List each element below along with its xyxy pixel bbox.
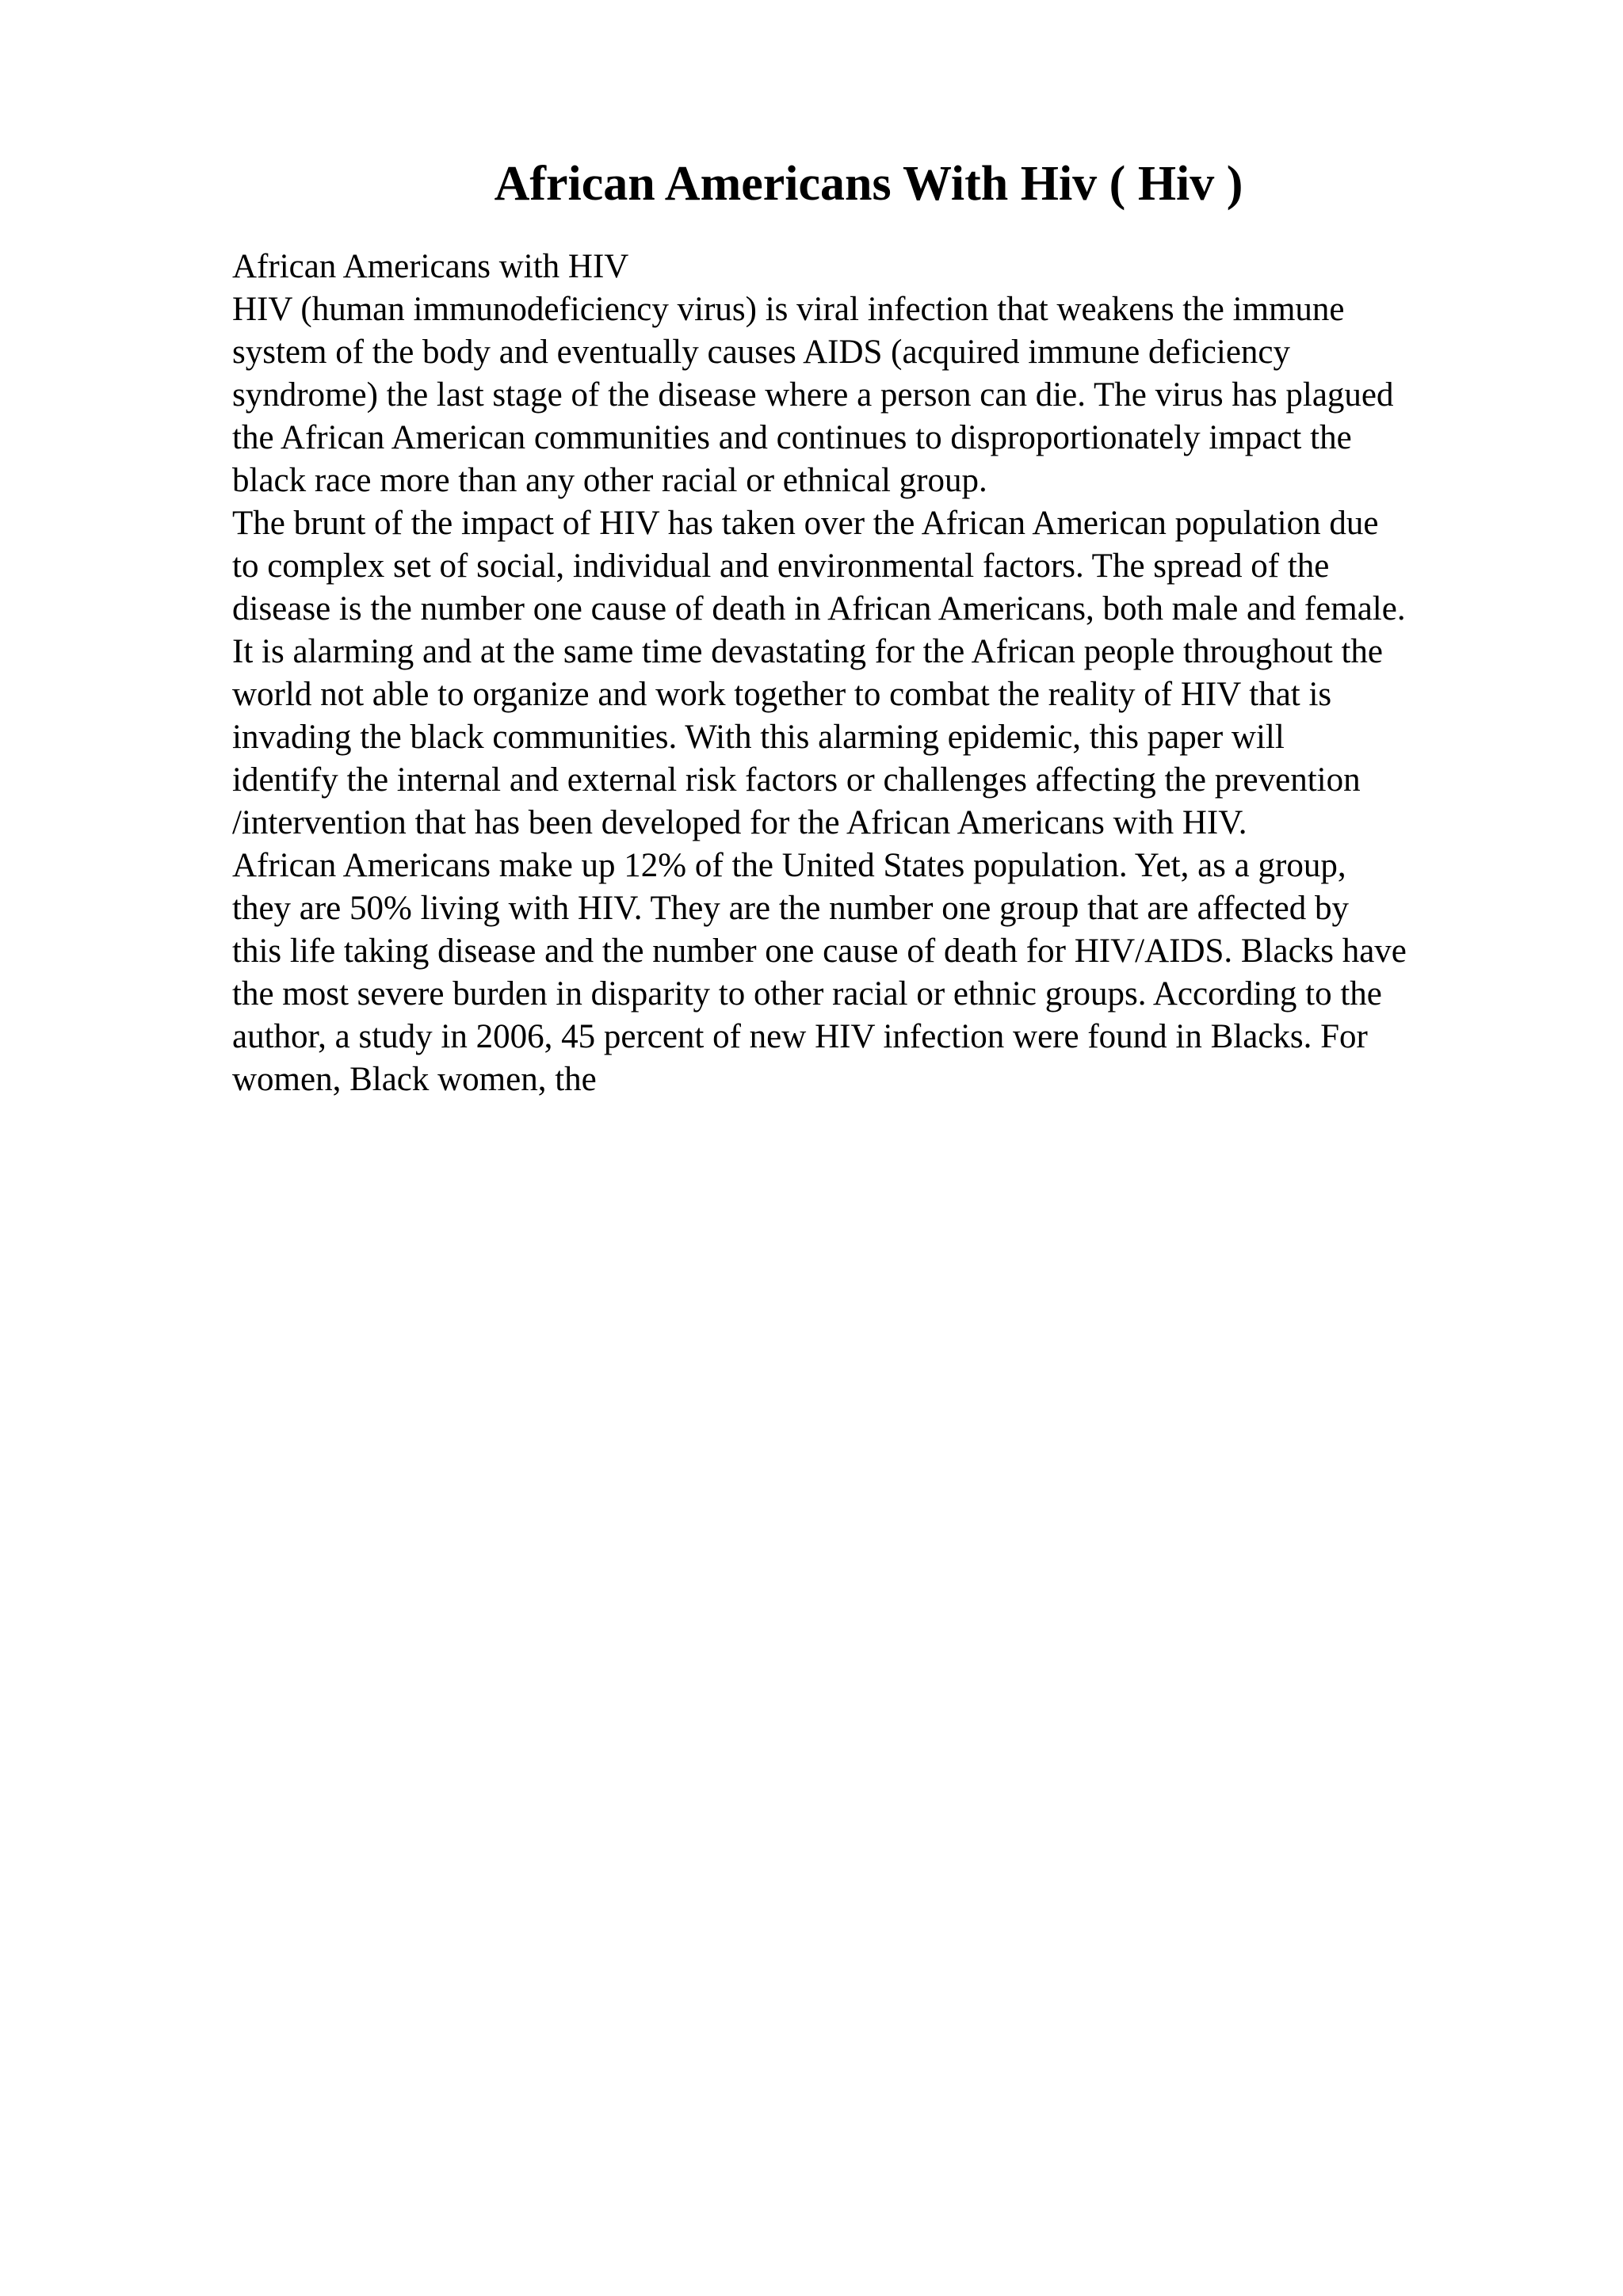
body-line: disease is the number one cause of death in African Americans, both male and female. <box>232 590 1406 627</box>
body-line: African Americans make up 12% of the United States population. Yet, as a group, <box>232 847 1346 884</box>
body-line: black race more than any other racial or ethnical group. <box>232 462 987 499</box>
body-line: the most severe burden in disparity to other racial or ethnic groups. According to the <box>232 975 1382 1013</box>
body-line: African Americans with HIV <box>232 248 629 285</box>
body-line: It is alarming and at the same time devastating for the African people throughout the <box>232 633 1384 670</box>
body-line: the African American communities and continues to disproportionately impact the <box>232 419 1352 456</box>
body-line: /intervention that has been developed for the African Americans with HIV. <box>232 804 1247 841</box>
body-line: The brunt of the impact of HIV has taken over the African American population due <box>232 505 1379 542</box>
body-line: women, Black women, the <box>232 1061 597 1098</box>
body-line: syndrome) the last stage of the disease where a person can die. The virus has plagued <box>232 376 1394 414</box>
document-body <box>232 246 1595 1101</box>
body-line: this life taking disease and the number one cause of death for HIV/AIDS. Blacks have <box>232 933 1407 970</box>
body-line: system of the body and eventually causes AIDS (acquired immune deficiency <box>232 334 1290 371</box>
document-title: African Americans With Hiv ( Hiv ) <box>494 157 1243 211</box>
body-line: they are 50% living with HIV. They are the number one group that are affected by <box>232 890 1349 927</box>
body-line: to complex set of social, individual and environmental factors. The spread of the <box>232 547 1330 585</box>
body-line: author, a study in 2006, 45 percent of new HIV infection were found in Blacks. For <box>232 1018 1368 1055</box>
body-line: invading the black communities. With this alarming epidemic, this paper will <box>232 719 1285 756</box>
body-line: HIV (human immunodeficiency virus) is viral infection that weakens the immune <box>232 291 1345 328</box>
body-line: world not able to organize and work together to combat the reality of HIV that is <box>232 676 1332 713</box>
body-line: identify the internal and external risk factors or challenges affecting the prevention <box>232 761 1361 799</box>
